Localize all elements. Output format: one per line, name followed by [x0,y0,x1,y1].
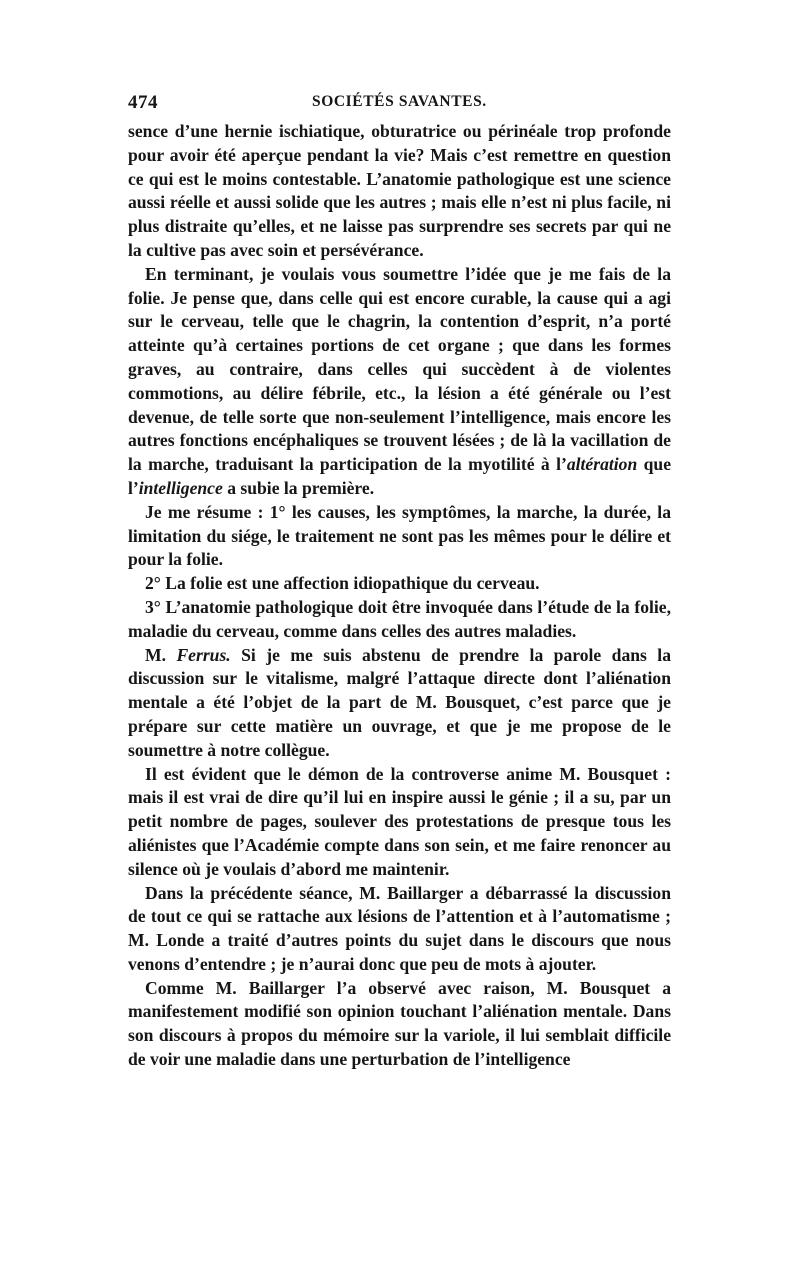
page-number: 474 [128,92,158,113]
paragraph-il-est-evident [128,763,671,882]
paragraph-ferrus [128,644,671,763]
paragraph-text: Il est évident que le démon de la controverse anime M. Bousquet : mais il est vrai de dire qu’il lui en inspire aussi le génie ; il a su, par un petit nombre de pages, soulever des protestations de presque tous les aliénistes que l’Académie compte dans son sein, et me faire renoncer au silence où je voulais d’abord me maintenir. [128,763,671,879]
paragraph-text: 2° La folie est une affection idiopathique du cerveau. [145,573,540,594]
paragraph-text-before: En terminant, je voulais vous soumettre l’idée que je me fais de la folie. Je pense que, dans celle qui est encore curable, la cause qui a agi sur le cerveau, telle que le chagrin, la contention d’esprit, n’a porté atteinte qu’à certaines portions de cet organe ; que dans les formes graves, au contraire, dans celles qui succèdent à de violentes commotions, au délire fébrile, etc., la lésion a été générale ou l’est devenue, de telle sorte que non-seulement l’intelligence, mais encore les autres fonctions encéphaliques se trouvent lésées ; de là la vacillation de la marche, traduisant la participation de la myotilité à l’ [128,263,671,475]
paragraph-text: Dans la précédente séance, M. Baillarger a débarrassé la discussion de tout ce qui se rattache aux lésions de l’attention et à l’automatisme ; M. Londe a traité d’autres points du sujet dans le discours que nous venons d’entendre ; je n’aurai donc que peu de mots à ajouter. [128,882,671,974]
paragraph-text: Je me résume : 1° les causes, les symptômes, la marche, la durée, la limitation du siége, le traitement ne sont pas les mêmes pour le délire et pour la folie. [128,501,671,570]
paragraph-text: Si je me suis abstenu de prendre la parole dans la discussion sur le vitalisme, malgré l’attaque directe dont l’aliénation mentale a été l’objet de la part de M. Bousquet, c’est parce que je prépare sur cette matière un ouvrage, et que je me propose de le soumettre à notre collègue. [128,644,671,760]
italic-intelligence: intelligence [138,477,223,498]
paragraph-text: Comme M. Baillarger l’a observé avec raison, M. Bousquet a manifestement modifié son opinion touchant l’aliénation mentale. Dans son discours à propos du mémoire sur la variole, il lui semblait difficile de voir une maladie dans une perturbation de l’intelligence [128,977,671,1070]
paragraph-text: sence d’une hernie ischiatique, obturatrice ou périnéale trop profonde pour avoir été aperçue pendant la vie? Mais c’est remettre en question ce qui est le moins contestable. L’anatomie pathologique est une science aussi réelle et aussi solide que les autres ; mais elle n’est ni plus facile, ni plus distraite qu’elles, et ne laisse pas surprendre ses secrets par qui ne la cultive pas avec soin et persévérance. [128,121,671,260]
paragraph-je-me-resume [128,501,671,572]
speaker-name: Ferrus. [176,644,231,665]
paragraph-dans-la-precedente [128,882,671,977]
italic-alteration: altération [566,454,638,475]
paragraph-en-terminant [128,263,671,501]
speaker-prefix: M. [145,644,177,665]
paragraph-text: 3° L’anatomie pathologique doit être invoquée dans l’étude de la folie, maladie du cerveau, comme dans celles des autres maladies. [128,596,671,641]
paragraph-text-middle: que l’ [128,454,672,498]
paragraph-text-after: a subie la première. [222,477,375,498]
document-page [128,88,671,1072]
running-title: SOCIÉTÉS SAVANTES. [312,93,487,110]
paragraph-point-2 [128,572,671,596]
paragraph-hernie [128,120,671,263]
paragraph-comme-m-baillarger [128,977,671,1072]
paragraph-point-3 [128,596,671,644]
body-text [128,120,671,1072]
page-header [128,88,671,118]
